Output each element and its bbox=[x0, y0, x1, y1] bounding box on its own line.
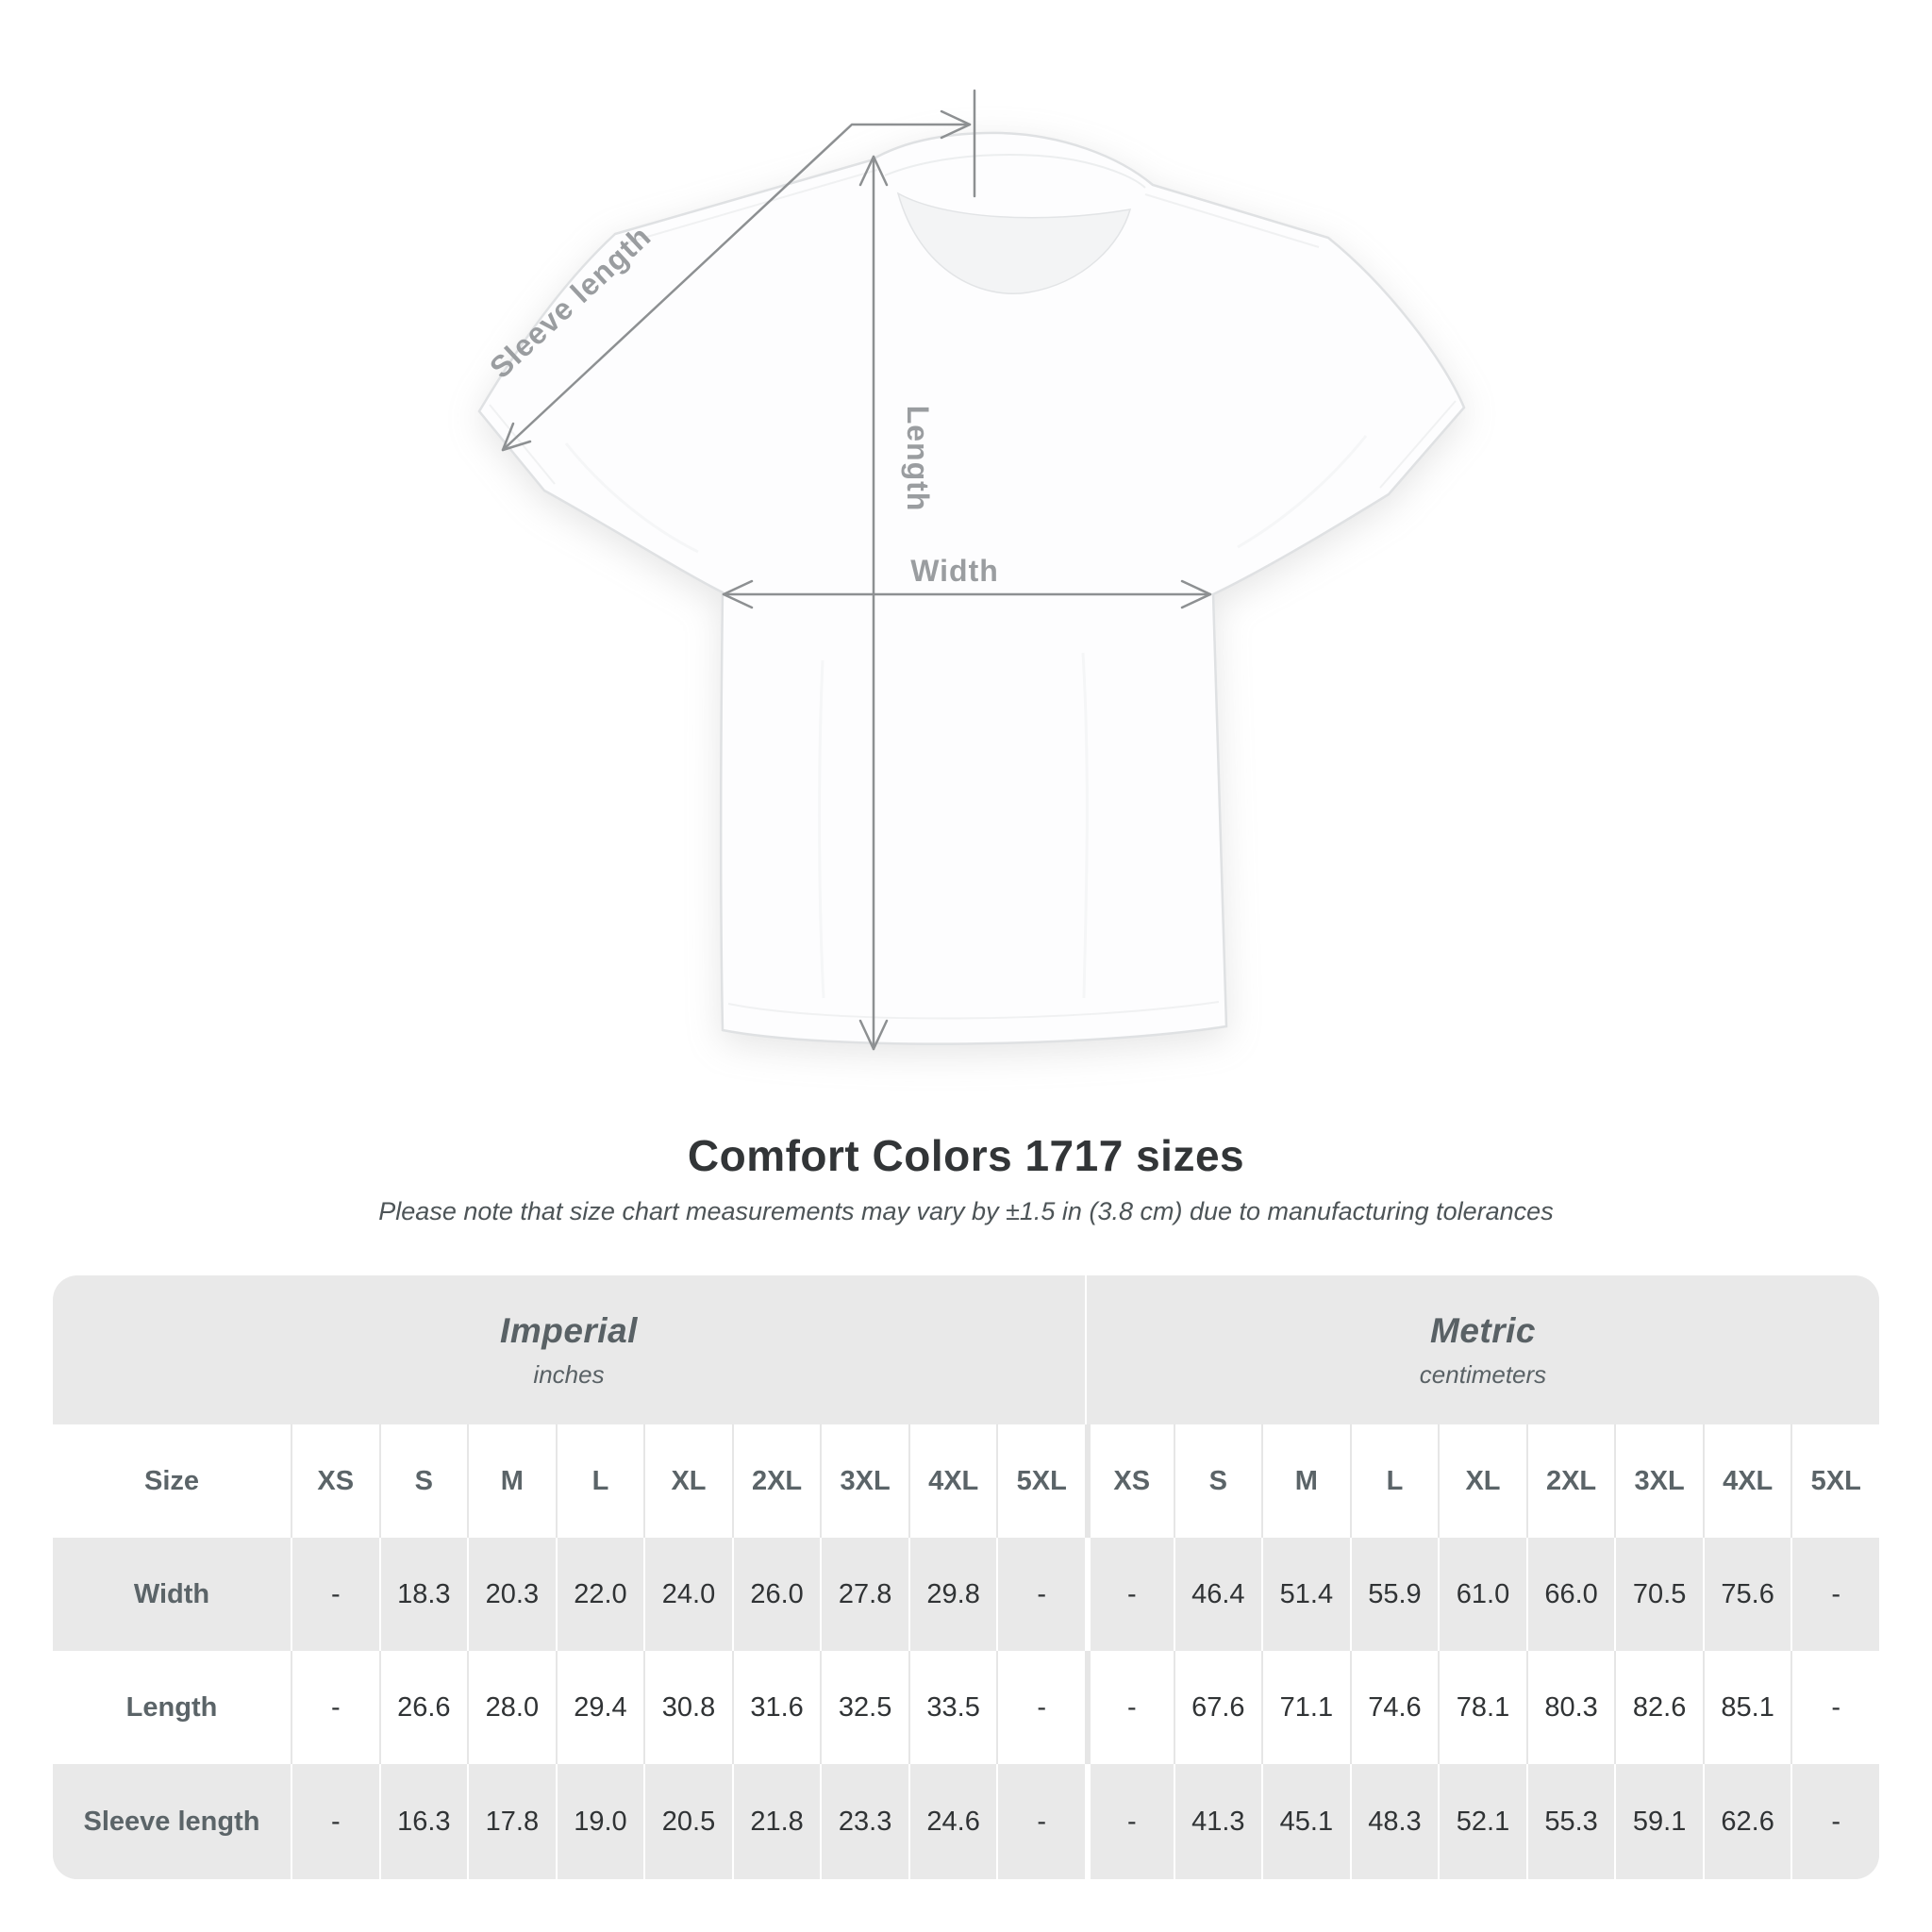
cell-width-imperial-xs: - bbox=[291, 1538, 379, 1651]
section-header-imperial bbox=[53, 1275, 1085, 1424]
cell-sleeve-length-metric-3xl: 59.1 bbox=[1614, 1764, 1703, 1879]
cell-length-imperial-l: 29.4 bbox=[556, 1651, 644, 1764]
length-label: Length bbox=[901, 405, 935, 512]
column-header-xs-metric: XS bbox=[1085, 1424, 1174, 1538]
cell-length-metric-l: 74.6 bbox=[1350, 1651, 1439, 1764]
column-header-xl-metric: XL bbox=[1438, 1424, 1526, 1538]
sleeve-length-label: Sleeve length bbox=[483, 219, 658, 385]
column-header-2xl-metric: 2XL bbox=[1526, 1424, 1615, 1538]
cell-sleeve-length-imperial-l: 19.0 bbox=[556, 1764, 644, 1879]
column-header-4xl-metric: 4XL bbox=[1703, 1424, 1791, 1538]
cell-width-metric-4xl: 75.6 bbox=[1703, 1538, 1791, 1651]
cell-sleeve-length-metric-4xl: 62.6 bbox=[1703, 1764, 1791, 1879]
cell-width-metric-xs: - bbox=[1085, 1538, 1174, 1651]
column-header-xl-imperial: XL bbox=[643, 1424, 732, 1538]
cell-width-imperial-5xl: - bbox=[996, 1538, 1085, 1651]
section-title-metric: Metric bbox=[1430, 1310, 1536, 1350]
cell-sleeve-length-metric-s: 41.3 bbox=[1174, 1764, 1262, 1879]
row-label-width: Width bbox=[53, 1538, 291, 1651]
cell-length-imperial-s: 26.6 bbox=[379, 1651, 468, 1764]
cell-width-metric-xl: 61.0 bbox=[1438, 1538, 1526, 1651]
cell-length-metric-3xl: 82.6 bbox=[1614, 1651, 1703, 1764]
cell-width-imperial-4xl: 29.8 bbox=[908, 1538, 997, 1651]
cell-length-metric-xs: - bbox=[1085, 1651, 1174, 1764]
row-label-length: Length bbox=[53, 1651, 291, 1764]
cell-width-metric-3xl: 70.5 bbox=[1614, 1538, 1703, 1651]
cell-sleeve-length-metric-xs: - bbox=[1085, 1764, 1174, 1879]
column-header-size: Size bbox=[53, 1424, 291, 1538]
cell-length-metric-s: 67.6 bbox=[1174, 1651, 1262, 1764]
cell-width-imperial-3xl: 27.8 bbox=[820, 1538, 908, 1651]
cell-length-metric-4xl: 85.1 bbox=[1703, 1651, 1791, 1764]
column-header-xs-imperial: XS bbox=[291, 1424, 379, 1538]
cell-length-imperial-5xl: - bbox=[996, 1651, 1085, 1764]
cell-width-imperial-m: 20.3 bbox=[467, 1538, 556, 1651]
cell-width-metric-m: 51.4 bbox=[1261, 1538, 1350, 1651]
column-header-l-imperial: L bbox=[556, 1424, 644, 1538]
section-header-metric bbox=[1085, 1275, 1879, 1424]
width-label: Width bbox=[910, 554, 999, 588]
cell-sleeve-length-imperial-s: 16.3 bbox=[379, 1764, 468, 1879]
cell-width-metric-l: 55.9 bbox=[1350, 1538, 1439, 1651]
column-header-m-metric: M bbox=[1261, 1424, 1350, 1538]
cell-length-imperial-xs: - bbox=[291, 1651, 379, 1764]
page-title: Comfort Colors 1717 sizes bbox=[687, 1131, 1245, 1180]
tolerance-note: Please note that size chart measurements may vary by ±1.5 in (3.8 cm) due to manufacturing tolerances bbox=[378, 1197, 1554, 1225]
cell-length-imperial-4xl: 33.5 bbox=[908, 1651, 997, 1764]
cell-length-imperial-3xl: 32.5 bbox=[820, 1651, 908, 1764]
cell-sleeve-length-metric-xl: 52.1 bbox=[1438, 1764, 1526, 1879]
section-unit-imperial: inches bbox=[533, 1359, 605, 1389]
cell-sleeve-length-imperial-5xl: - bbox=[996, 1764, 1085, 1879]
column-header-5xl-imperial: 5XL bbox=[996, 1424, 1085, 1538]
cell-sleeve-length-imperial-3xl: 23.3 bbox=[820, 1764, 908, 1879]
cell-sleeve-length-imperial-4xl: 24.6 bbox=[908, 1764, 997, 1879]
cell-length-metric-m: 71.1 bbox=[1261, 1651, 1350, 1764]
cell-width-metric-s: 46.4 bbox=[1174, 1538, 1262, 1651]
column-header-5xl-metric: 5XL bbox=[1790, 1424, 1879, 1538]
cell-length-metric-5xl: - bbox=[1790, 1651, 1879, 1764]
cell-sleeve-length-metric-m: 45.1 bbox=[1261, 1764, 1350, 1879]
cell-sleeve-length-metric-2xl: 55.3 bbox=[1526, 1764, 1615, 1879]
cell-width-metric-2xl: 66.0 bbox=[1526, 1538, 1615, 1651]
column-header-3xl-metric: 3XL bbox=[1614, 1424, 1703, 1538]
cell-length-imperial-2xl: 31.6 bbox=[732, 1651, 821, 1764]
column-header-2xl-imperial: 2XL bbox=[732, 1424, 821, 1538]
column-header-l-metric: L bbox=[1350, 1424, 1439, 1538]
cell-sleeve-length-metric-5xl: - bbox=[1790, 1764, 1879, 1879]
cell-length-metric-2xl: 80.3 bbox=[1526, 1651, 1615, 1764]
row-label-sleeve-length: Sleeve length bbox=[53, 1764, 291, 1879]
cell-sleeve-length-imperial-xs: - bbox=[291, 1764, 379, 1879]
cell-width-metric-5xl: - bbox=[1790, 1538, 1879, 1651]
cell-length-metric-xl: 78.1 bbox=[1438, 1651, 1526, 1764]
cell-length-imperial-m: 28.0 bbox=[467, 1651, 556, 1764]
cell-sleeve-length-imperial-m: 17.8 bbox=[467, 1764, 556, 1879]
column-header-s-metric: S bbox=[1174, 1424, 1262, 1538]
cell-sleeve-length-imperial-xl: 20.5 bbox=[643, 1764, 732, 1879]
size-table-grid bbox=[53, 1275, 1879, 1879]
column-header-3xl-imperial: 3XL bbox=[820, 1424, 908, 1538]
section-unit-metric: centimeters bbox=[1419, 1359, 1547, 1389]
cell-width-imperial-s: 18.3 bbox=[379, 1538, 468, 1651]
cell-width-imperial-2xl: 26.0 bbox=[732, 1538, 821, 1651]
cell-sleeve-length-metric-l: 48.3 bbox=[1350, 1764, 1439, 1879]
cell-width-imperial-xl: 24.0 bbox=[643, 1538, 732, 1651]
section-title-imperial: Imperial bbox=[500, 1310, 638, 1350]
column-header-4xl-imperial: 4XL bbox=[908, 1424, 997, 1538]
cell-width-imperial-l: 22.0 bbox=[556, 1538, 644, 1651]
cell-length-imperial-xl: 30.8 bbox=[643, 1651, 732, 1764]
column-header-s-imperial: S bbox=[379, 1424, 468, 1538]
column-header-m-imperial: M bbox=[467, 1424, 556, 1538]
cell-sleeve-length-imperial-2xl: 21.8 bbox=[732, 1764, 821, 1879]
